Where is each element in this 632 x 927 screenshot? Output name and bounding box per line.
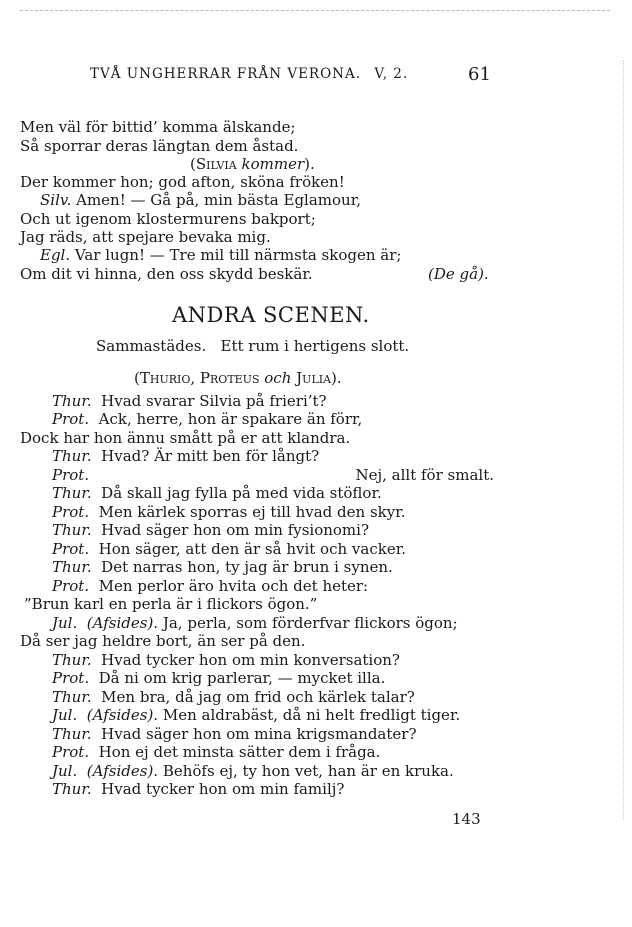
speech: Hon säger, att den är så hvit och vacker. [98, 540, 406, 558]
character-name: Thurio [139, 369, 191, 387]
dialogue-line [52, 410, 362, 428]
dialogue-line [52, 669, 385, 687]
dialogue-line [52, 447, 319, 465]
scene-title: ANDRA SCENEN. [172, 303, 370, 327]
dialogue-line [52, 558, 393, 576]
signature-mark: 143 [452, 810, 481, 828]
stage-verb: kommer [241, 155, 305, 173]
speech: Behöfs ej, ty hon vet, han är en kruka. [162, 762, 454, 780]
character-name: Silvia [195, 155, 237, 173]
speaker: Thur. [52, 558, 92, 576]
speech: Hvad svarar Silvia på frieri’t? [101, 392, 327, 410]
running-header [90, 66, 408, 82]
top-rule [20, 10, 610, 11]
speech: Ack, herre, hon är spakare än förr, [98, 410, 363, 428]
dialogue-line [52, 688, 415, 706]
character-list: (Thurio, Proteus och Julia). [134, 369, 342, 387]
dialogue-line [20, 632, 305, 650]
speech: Men perlor äro hvita och det heter: [98, 577, 369, 595]
stage-direction-exit: (De gå). [428, 265, 489, 283]
speaker: Prot. [52, 577, 90, 595]
aside: (Afsides). [86, 706, 159, 724]
speech: Hvad? Är mitt ben för långt? [101, 447, 320, 465]
speaker: Egl. [40, 246, 71, 264]
verse-line: Jag räds, att spejare bevaka mig. [20, 228, 271, 246]
conjunction: och [264, 369, 292, 387]
speech-right: Nej, allt för smalt. [355, 466, 494, 484]
speech: Hon ej det minsta sätter dem i fråga. [98, 743, 381, 761]
speaker-line [52, 466, 89, 484]
page-number: 61 [468, 64, 491, 85]
dialogue-line [52, 725, 416, 743]
verse-line [40, 191, 361, 209]
speaker: Thur. [52, 688, 92, 706]
dialogue-line [52, 392, 327, 410]
dialogue-line [52, 503, 406, 521]
speech: Amen! — Gå på, min bästa Eglamour, [76, 191, 361, 209]
speech: Men bra, då jag om frid och kärlek talar? [101, 688, 415, 706]
speaker: Prot. [52, 743, 90, 761]
running-title: TVÅ UNGHERRAR FRÅN VERONA. [90, 66, 362, 82]
speech: Då skall jag fylla på med vida stöflor. [101, 484, 382, 502]
speaker: Prot. [52, 669, 90, 687]
speech: Men kärlek sporras ej till hvad den skyr. [98, 503, 406, 521]
verse-line: Om dit vi hinna, den oss skydd beskär. [20, 265, 313, 283]
verse-line: Och ut igenom klostermurens bakport; [20, 210, 316, 228]
speaker: Thur. [52, 780, 92, 798]
verse-line: Så sporrar deras längtan dem åstad. [20, 137, 299, 155]
speech: ”Brun karl en perla är i flickors ögon.” [24, 595, 318, 613]
speaker: Thur. [52, 725, 92, 743]
stage-direction: (Silvia kommer). [190, 155, 315, 173]
verse-line: Der kommer hon; god afton, sköna fröken! [20, 173, 345, 191]
dialogue-line [52, 484, 382, 502]
speech: Ja, perla, som förderfvar flickors ögon; [162, 614, 458, 632]
aside: (Afsides). [86, 762, 159, 780]
speaker: Thur. [52, 392, 92, 410]
speech: Hvad säger hon om min fysionomi? [101, 521, 369, 539]
character-name: Proteus [199, 369, 260, 387]
speech: Det narras hon, ty jag är brun i synen. [101, 558, 393, 576]
dialogue-line [52, 706, 460, 724]
dialogue-line [52, 614, 458, 632]
speaker: Prot. [52, 410, 90, 428]
dialogue-line [24, 595, 317, 613]
speech: Hvad tycker hon om min familj? [101, 780, 345, 798]
speech: Då ser jag heldre bort, än ser på den. [20, 632, 306, 650]
dialogue-line [52, 743, 380, 761]
speech: Då ni om krig parlerar, — mycket illa. [98, 669, 386, 687]
speaker: Thur. [52, 651, 92, 669]
dialogue-line [52, 521, 369, 539]
speaker: Thur. [52, 521, 92, 539]
speaker: Prot. [52, 503, 90, 521]
verse-line: Men väl för bittid’ komma älskande; [20, 118, 296, 136]
speaker: Silv. [40, 191, 72, 209]
dialogue-line [52, 577, 368, 595]
aside: (Afsides). [86, 614, 159, 632]
speaker: Jul. [52, 614, 78, 632]
speaker: Thur. [52, 484, 92, 502]
speech: Men aldrabäst, då ni helt fredligt tiger. [162, 706, 461, 724]
dialogue-line [20, 429, 350, 447]
dialogue-line [52, 762, 454, 780]
dialogue-line [52, 651, 400, 669]
act-scene: V, 2. [374, 66, 409, 82]
speech: Hvad tycker hon om min konversation? [101, 651, 400, 669]
page-edge [623, 60, 624, 820]
speech: Hvad säger hon om mina krigsmandater? [101, 725, 417, 743]
speech: Dock har hon ännu smått på er att klandra. [20, 429, 351, 447]
dialogue-line [52, 780, 344, 798]
character-name: Julia [296, 369, 332, 387]
scene-setting: Sammastädes. Ett rum i hertigens slott. [96, 337, 410, 355]
speaker: Jul. [52, 706, 78, 724]
speaker: Thur. [52, 447, 92, 465]
speech: Var lugn! — Tre mil till närmsta skogen är; [74, 246, 402, 264]
speaker: Prot. [52, 466, 90, 484]
verse-line [40, 246, 401, 264]
dialogue-line [52, 540, 406, 558]
speaker: Jul. [52, 762, 78, 780]
speaker: Prot. [52, 540, 90, 558]
